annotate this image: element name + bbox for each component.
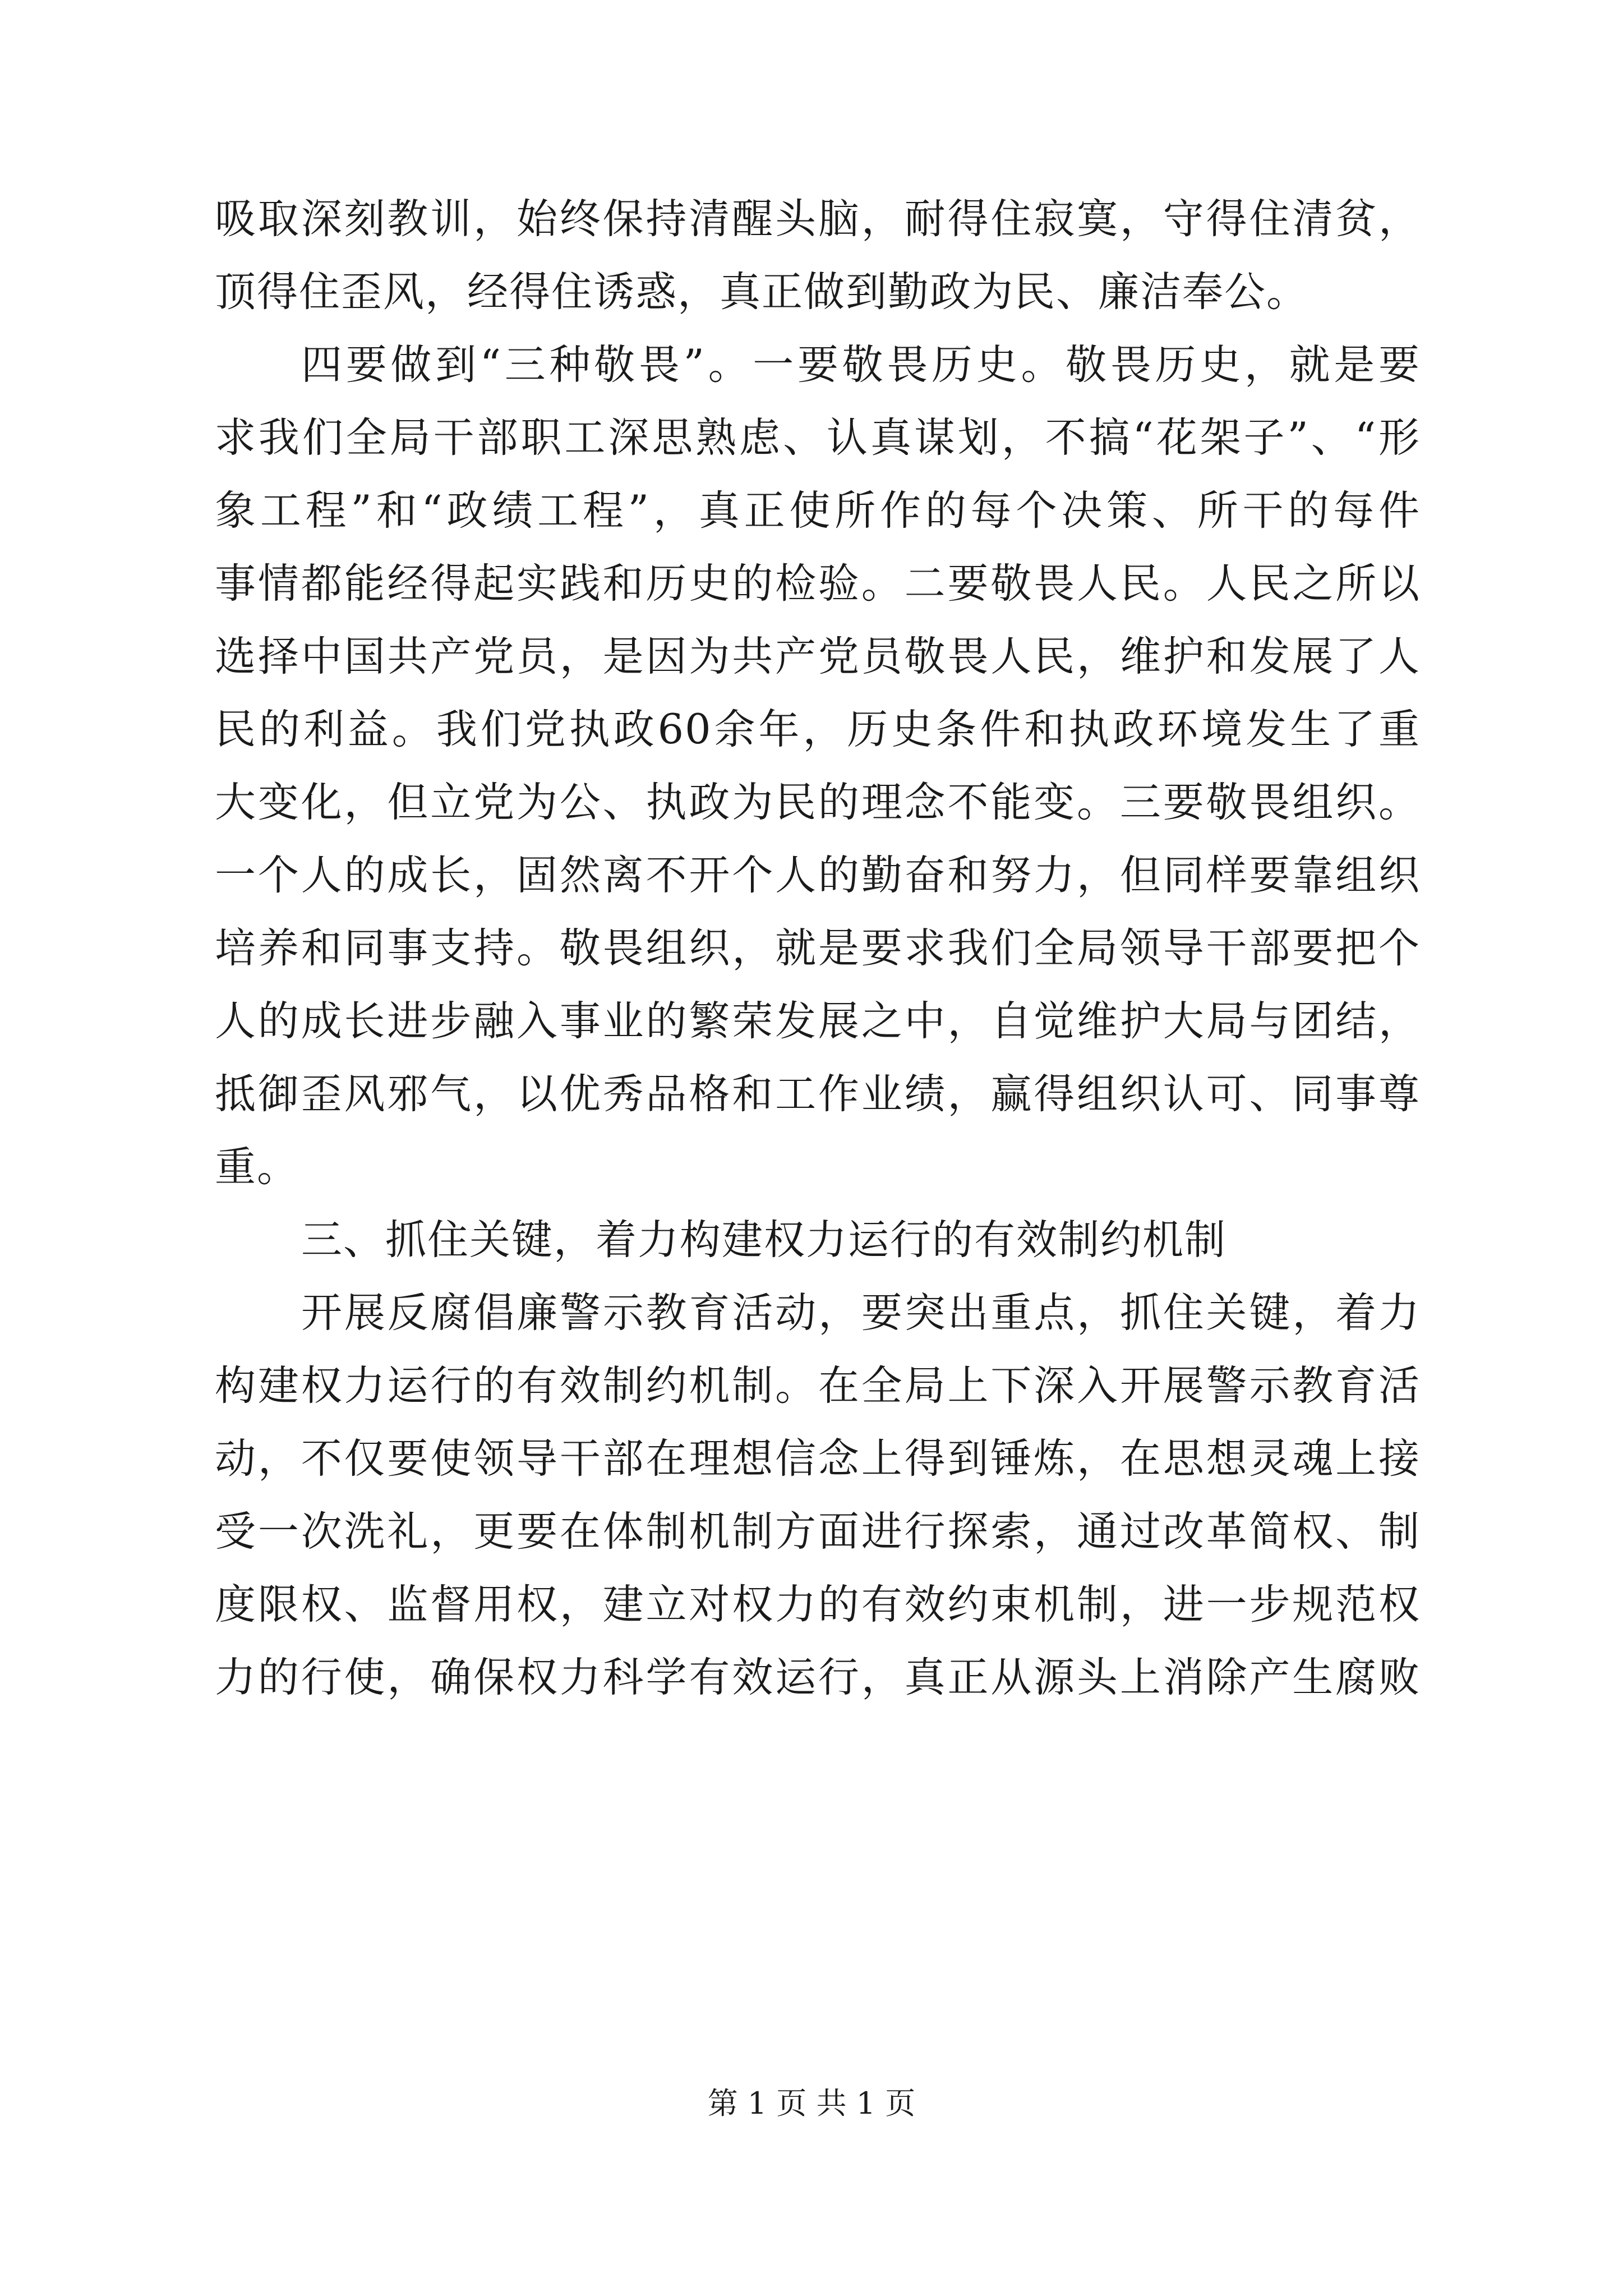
- text-line: 求我们全局干部职工深思熟虑、认真谋划，不搞“花架子”、“形: [215, 414, 1421, 462]
- text-line: 度限权、监督用权，建立对权力的有效约束机制，进一步规范权: [215, 1581, 1421, 1628]
- text-line: 动，不仅要使领导干部在理想信念上得到锤炼，在思想灵魂上接: [215, 1435, 1421, 1483]
- text-line: 重。: [215, 1143, 299, 1191]
- text-line: 象工程”和“政绩工程”，真正使所作的每个决策、所干的每件: [215, 487, 1421, 535]
- text-line: 抵御歪风邪气，以优秀品格和工作业绩，赢得组织认可、同事尊: [215, 1070, 1421, 1118]
- text-line: 大变化，但立党为公、执政为民的理念不能变。三要敬畏组织。: [215, 779, 1421, 826]
- text-line: 顶得住歪风，经得住诱惑，真正做到勤政为民、廉洁奉公。: [215, 268, 1308, 316]
- text-line: 力的行使，确保权力科学有效运行，真正从源头上消除产生腐败: [215, 1654, 1421, 1701]
- text-line: 人的成长进步融入事业的繁荣发展之中，自觉维护大局与团结，: [215, 997, 1421, 1045]
- text-line: 事情都能经得起实践和历史的检验。二要敬畏人民。人民之所以: [215, 560, 1421, 608]
- text-line: 培养和同事支持。敬畏组织，就是要求我们全局领导干部要把个: [215, 924, 1421, 972]
- text-line: 选择中国共产党员，是因为共产党员敬畏人民，维护和发展了人: [215, 633, 1421, 680]
- text-line: 民的利益。我们党执政60余年，历史条件和执政环境发生了重: [215, 706, 1421, 753]
- page-number-footer: 第 1 页 共 1 页: [707, 2086, 916, 2121]
- text-line: 开展反腐倡廉警示教育活动，要突出重点，抓住关键，着力: [301, 1289, 1421, 1337]
- section-heading: 三、抓住关键，着力构建权力运行的有效制约机制: [301, 1216, 1227, 1264]
- text-line: 受一次洗礼，更要在体制机制方面进行探索，通过改革简权、制: [215, 1508, 1421, 1556]
- text-line: 吸取深刻教训，始终保持清醒头脑，耐得住寂寞，守得住清贫，: [215, 195, 1421, 243]
- text-line: 一个人的成长，固然离不开个人的勤奋和努力，但同样要靠组织: [215, 852, 1421, 899]
- text-line: 构建权力运行的有效制约机制。在全局上下深入开展警示教育活: [215, 1362, 1421, 1410]
- text-line: 四要做到“三种敬畏”。一要敬畏历史。敬畏历史，就是要: [301, 341, 1421, 389]
